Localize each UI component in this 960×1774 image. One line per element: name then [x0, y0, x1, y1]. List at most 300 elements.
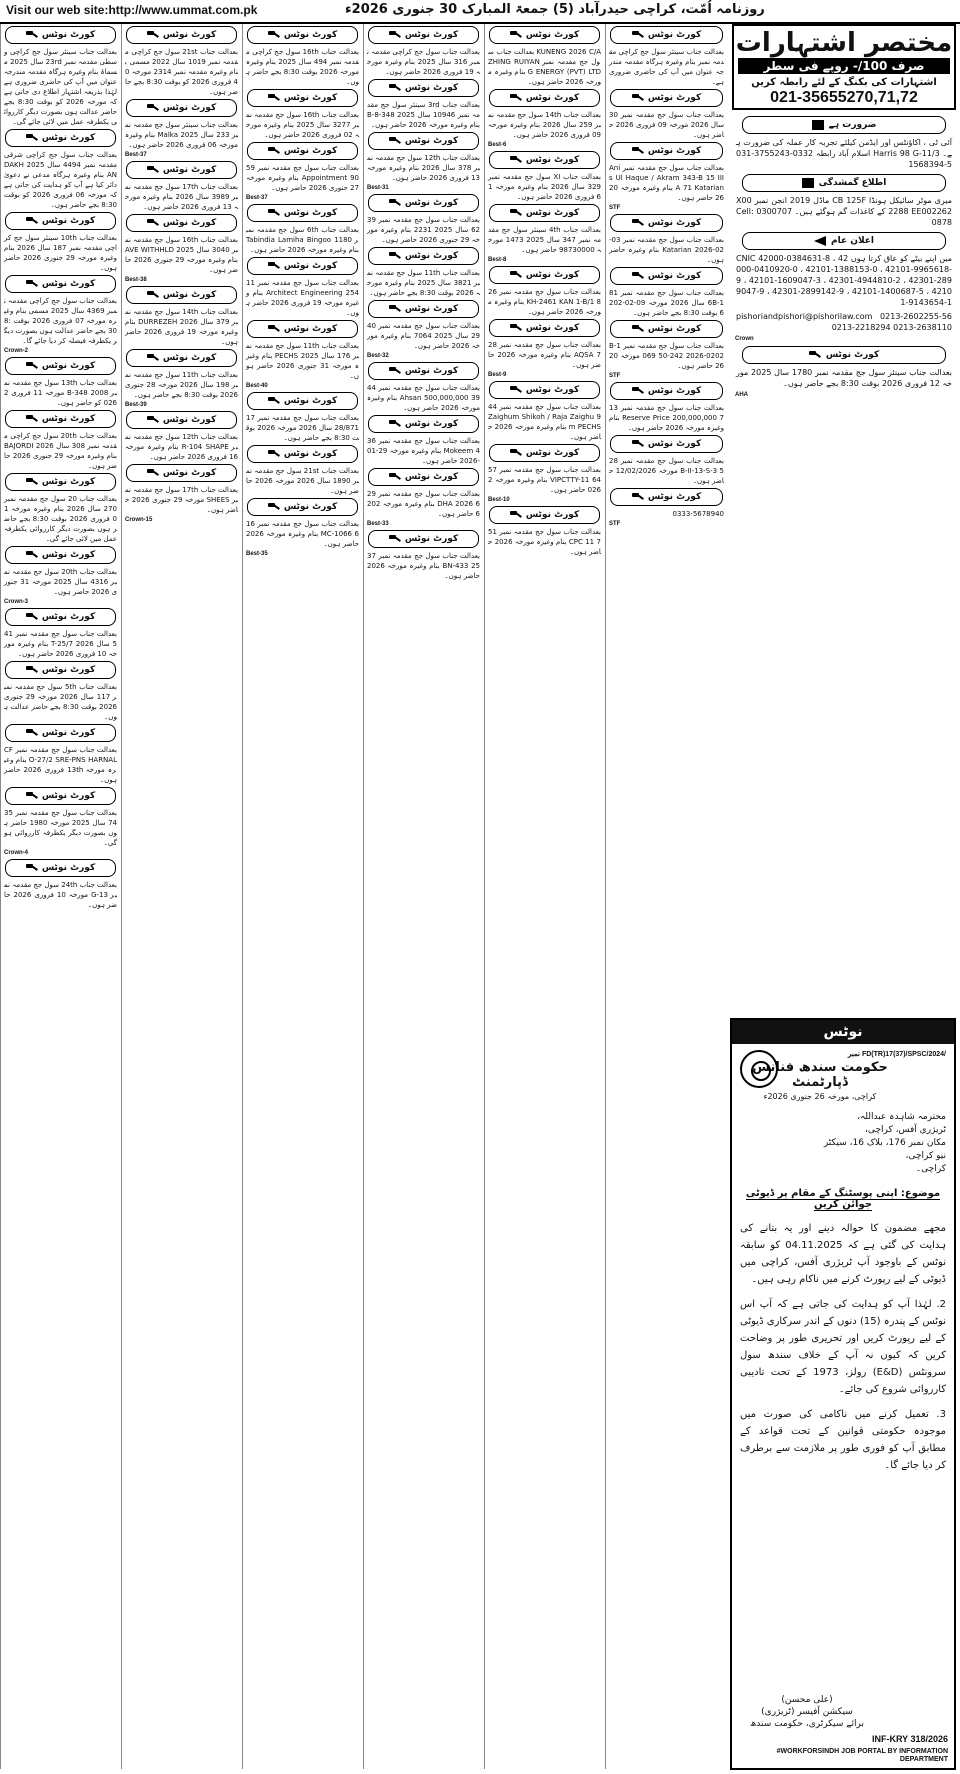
court-notice-label: کورٹ نوٹس: [647, 146, 702, 156]
gavel-icon: [147, 354, 159, 362]
court-notice-heading: [610, 214, 723, 232]
court-notice-heading: [126, 464, 237, 482]
gavel-icon: [26, 280, 38, 288]
notice-paragraph: بعدالت جناب سول جج مقدمہ نمبر 4029 سال 2025 7064 بنام وغیرہ مورخہ 2026 حاضر ہوں۔: [367, 322, 480, 350]
notice-paragraph: بعدالت جناب سول جج مقدمہ نمبر 4439 Ahsan 500,000,000 بنام وغیرہ مورخہ 2026 حاضر ہوں۔: [367, 384, 480, 412]
court-notice-text: [367, 321, 480, 351]
gavel-icon: [26, 362, 38, 370]
court-notice-heading: [368, 362, 479, 380]
court-notice-heading: [126, 161, 237, 179]
court-notice-heading: [126, 411, 237, 429]
notice-paragraph: بعدالت جناب سول جج مقدمہ نمبر 517 CPC 11 بنام وغیرہ مورخہ 2026 حاضر ہوں۔: [488, 528, 601, 556]
court-notice-heading: [5, 859, 116, 877]
court-notice-label: کورٹ نوٹس: [404, 472, 459, 482]
court-notice-text: [4, 296, 117, 346]
gavel-icon: [632, 325, 644, 333]
dateline: روزنامہ اُمّت، کراچی حیدرآباد (5) جمعۃ المبارک 30 جنوری 2026ء: [345, 2, 765, 17]
court-notice-text: [125, 307, 238, 347]
notice-paragraph: بعدالت جناب سول جج مقدمہ نمبر 03-02-2026 Katarian بنام وغیرہ حاضر ہوں۔: [609, 236, 724, 264]
court-notice-heading: [489, 444, 600, 462]
gavel-icon: [26, 217, 38, 225]
court-notice-text: [4, 378, 117, 408]
gavel-icon: [389, 199, 401, 207]
job-portal-logo: #WORKFORSINDH JOB PORTAL BY INFORMATION DEPARTMENT: [776, 1748, 948, 1763]
court-notice-heading: [610, 488, 723, 506]
court-notice-label: کورٹ نوٹس: [404, 419, 459, 429]
court-notice-heading: [489, 266, 600, 284]
notice-paragraph: بعدالت جناب 5th سول جج مقدمہ نمبر 117 سال 2026 مورخہ 29 جنوری 2026 بوقت 8:30 بجے حاضر عدالت ہوں۔: [4, 683, 118, 721]
notice-body-paragraph: 2. لہٰذا آپ کو ہدایت کی جاتی ہے کہ آپ اس نوٹس کے پندرہ (15) دنوں کے اندر سرکاری ڈیوٹی کے لیے رپورٹ کریں اور تحریری طور پر وضاحت کریں کہ کیوں نہ آپ کے خلاف سندھ سول سرونٹس (E&D) رولز، 1973 کے تحت تادیبی کارروائی شروع کی جائے۔: [740, 1299, 946, 1395]
court-notice-label: کورٹ نوٹس: [525, 385, 580, 395]
court-notice-text: [609, 341, 724, 371]
ad-ref-code: Crown-4: [4, 850, 28, 856]
section-paragraph: میری موٹر سائیکل ہونڈا CB 125F ماڈل 2019 انجن نمبر X002288 EE002262 کے کاغذات گم ہوگئے ہیں۔ Cell: 03007070878: [736, 196, 952, 227]
horn-icon: [814, 236, 826, 246]
gavel-icon: [510, 449, 522, 457]
classified-column: [732, 112, 956, 1012]
court-notice-heading: [610, 435, 723, 453]
court-notice-text: [4, 567, 117, 597]
court-notice-heading: [5, 129, 116, 147]
gavel-icon: [26, 31, 38, 39]
court-notice-heading: [368, 247, 479, 265]
court-notice-heading: [5, 608, 116, 626]
court-notice-heading: [247, 89, 358, 107]
gavel-icon: [26, 478, 38, 486]
notice-paragraph: بعدالت جناب سول جج مقدمہ نمبر 816B-1 سال 2026 مورخہ 09-02-2026 بوقت 8:30 بجے حاضر ہوں۔: [609, 289, 724, 317]
addressee-line: کراچی۔: [915, 1164, 946, 1174]
notice-paragraph: بعدالت جناب 20th سول جج کراچی مقدمہ نمبر 308 سال 2026 BAJORDI بنام وغیرہ مورخہ 29 جنوری 2026 حاضر ہوں۔: [4, 432, 118, 470]
section-text: [736, 367, 952, 389]
box-icon: [802, 178, 814, 188]
court-notice-label: کورٹ نوٹس: [283, 93, 338, 103]
ads-rate: صرف 100/- روپے فی سطر: [738, 58, 950, 74]
gavel-icon: [26, 134, 38, 142]
court-notice-heading: [5, 26, 116, 44]
gavel-icon: [268, 325, 280, 333]
court-notice-heading: [368, 415, 479, 433]
ad-ref-code: Crown-3: [4, 599, 28, 605]
gavel-icon: [389, 305, 401, 313]
court-notice-heading: [489, 89, 600, 107]
ad-ref-code: Crown-2: [4, 348, 28, 354]
court-notice-text: [4, 880, 117, 910]
gavel-icon: [26, 864, 38, 872]
notice-paragraph: KUNENG 2026 C/A بعدالت جناب سول جج مقدمہ نمبر ZHING RUIYANG ENERGY (PVT) LTD بنام وغیرہ مورخہ 2026 حاضر ہوں۔: [488, 48, 601, 86]
court-notice-label: کورٹ نوٹس: [647, 30, 702, 40]
notice-paragraph: بعدالت جناب سول جج مقدمہ نمبر 5990 Appointment بنام وغیرہ مورخہ 27 جنوری 2026 حاضر ہوں۔: [246, 164, 359, 192]
notice-paragraph: 0333-5678940: [672, 510, 724, 518]
notice-paragraph: بعدالت جناب 16th سول جج مقدمہ نمبر 3277 سال 2025 بنام وغیرہ مورخہ 02 فروری 2026 حاضر ہوں۔: [246, 111, 359, 139]
court-notice-label: کورٹ نوٹس: [647, 439, 702, 449]
notice-paragraph: بعدالت جناب سول جج مقدمہ نمبر 3574 سال 2025 مورخہ 1980 حاضر ہوں بصورت دیگر یکطرفہ کارروائی ہوگی۔: [4, 809, 117, 847]
notice-paragraph: بعدالت جناب 20 سول جج مقدمہ نمبر 270 سال 2026 بنام وغیرہ مورخہ 10 فروری 2026 بوقت 8:30 بجے حاضر ہوں بصورت دیگر کارروائی یکطرفہ عمل میں لائی جائے گی۔: [4, 495, 117, 543]
court-notice-label: کورٹ نوٹس: [647, 218, 702, 228]
gavel-icon: [147, 219, 159, 227]
court-notice-label: کورٹ نوٹس: [404, 30, 459, 40]
court-notice-heading: [247, 320, 358, 338]
court-notice-heading: [5, 357, 116, 375]
ad-ref-code: STF: [609, 521, 621, 527]
gavel-icon: [632, 94, 644, 102]
notice-paragraph: بعدالت جناب 14th سول جج مقدمہ نمبر 259 سال 2026 بنام وغیرہ مورخہ 09 فروری 2026 حاضر ہوں۔: [488, 111, 601, 139]
court-notice-heading: [5, 724, 116, 742]
gavel-icon: [268, 147, 280, 155]
court-notice-heading: [368, 132, 479, 150]
notice-paragraph: بعدالت جناب XI سول جج مقدمہ نمبر 329 سال 2026 بنام وغیرہ مورخہ 16 فروری 2026 حاضر ہوں۔: [488, 173, 601, 201]
notice-column-1: [0, 24, 120, 1769]
ad-ref-code: Best-10: [488, 497, 510, 503]
court-notice-label: کورٹ نوٹس: [404, 136, 459, 146]
court-notice-heading: [489, 26, 600, 44]
court-notice-heading: [5, 787, 116, 805]
court-notice-heading: [610, 89, 723, 107]
court-notice-label: کورٹ نوٹس: [162, 30, 217, 40]
court-notice-text: [246, 225, 359, 255]
website-url: Visit our web site:http://www.ummat.com.pk: [6, 3, 258, 17]
notice-paragraph: بعدالت جناب سول جج مقدمہ نمبر 5764 VIPCTTY-11 بنام وغیرہ مورخہ 2026 حاضر ہوں۔: [488, 466, 601, 494]
gavel-icon: [147, 416, 159, 424]
notice-column-4: [363, 24, 483, 1769]
court-notice-text: [488, 47, 601, 87]
court-notice-label: کورٹ نوٹس: [283, 30, 338, 40]
court-notice-label: کورٹ نوٹس: [404, 304, 459, 314]
court-notice-label: کورٹ نوٹس: [162, 103, 217, 113]
court-notice-heading: [5, 212, 116, 230]
notice-date: کراچی، مورخہ 26 جنوری 2026ء: [763, 1092, 877, 1101]
court-notice-text: [246, 278, 359, 318]
court-notice-text: [4, 47, 117, 127]
gavel-icon: [510, 31, 522, 39]
gavel-icon: [510, 209, 522, 217]
court-notice-text: [488, 402, 601, 442]
court-notice-label: کورٹ نوٹس: [162, 415, 217, 425]
court-notice-text: [246, 341, 359, 381]
court-notice-text: [488, 172, 601, 202]
signature-name: (علی محسن): [781, 1695, 833, 1705]
notice-paragraph: بعدالت جناب سول جج مقدمہ نمبر 11254 Architect Engineering بنام وغیرہ مورخہ 19 فروری 2026 حاضر ہوں۔: [246, 279, 359, 317]
notice-paragraph: بعدالت جناب 13th سول جج مقدمہ نمبر 2008 B-348 مورخہ 11 فروری 2026 کو حاضر ہوں۔: [4, 379, 117, 407]
ad-ref-code: Best-33: [367, 521, 389, 527]
page-header: [0, 0, 960, 24]
court-notice-text: [4, 808, 117, 848]
notice-paragraph: بعدالت جناب 12th سول جج مقدمہ نمبر R-104 SHAPE بنام وغیرہ مورخہ 16 فروری 2026 حاضر ہوں۔: [125, 433, 239, 461]
notice-body-paragraph: مجھے مضمون کا حوالہ دینے اور یہ بتانے کی ہدایت کی گئی ہے کہ 04.11.2025 کو سابقہ نوٹس کے باوجود آپ ٹریژری آفس، کراچی میں ڈیوٹی کے لیے رپورٹ کرنے میں ناکام رہی ہیں۔: [740, 1223, 946, 1285]
notice-paragraph: بعدالت جناب سول جج مقدمہ نمبر 287 AQSA بنام وغیرہ مورخہ 2026 حاضر ہوں۔: [488, 341, 601, 369]
notice-paragraph: بعدالت جناب 11th سول جج مقدمہ نمبر 176 سال 2025 PECHS بنام وغیرہ مورخہ 31 جنوری 2026 حاضر ہوں۔: [246, 342, 359, 380]
ad-ref-code: Best-31: [367, 185, 389, 191]
section-heading: [742, 174, 946, 192]
section-heading-label: ضرورت ہے: [828, 120, 877, 130]
court-notice-text: [125, 432, 238, 462]
court-notice-heading: [247, 498, 358, 516]
ad-ref-code: Crown: [735, 336, 754, 342]
notice-paragraph: بعدالت جناب 24th سول جج مقدمہ نمبر G-13 مورخہ 10 فروری 2026 حاضر ہوں۔: [4, 881, 117, 909]
court-notice-label: کورٹ نوٹس: [647, 271, 702, 281]
court-notice-heading: [610, 382, 723, 400]
ad-ref-code: Best-37: [125, 152, 147, 158]
ad-ref-code: AHA: [735, 392, 748, 398]
notice-subject: [740, 1188, 946, 1210]
court-notice-label: کورٹ نوٹس: [647, 93, 702, 103]
notice-paragraph: بعدالت جناب سول جج مقدمہ نمبر 268 KH-2461 KAN 1-B/1 بنام وغیرہ مورخہ 2026 حاضر ہوں۔: [488, 288, 601, 316]
ad-ref-code: Best-6: [488, 142, 507, 148]
court-notice-text: [4, 233, 117, 273]
court-notice-text: [4, 745, 117, 785]
court-notice-heading: [489, 381, 600, 399]
gavel-icon: [147, 291, 159, 299]
section-heading-label: اعلان عام: [831, 236, 875, 246]
section-text: [736, 253, 952, 333]
court-notice-text: [125, 370, 238, 400]
addressee-line: نیو کراچی،: [905, 1151, 946, 1161]
section-text: [736, 195, 952, 228]
section-paragraph: آئی ٹی ، اکاؤنٹس اور ایڈمن کیلئے تجربہ کار عملہ کی ضرورت ہے۔ Harris 98 G-11/3 اسلام آباد رابطہ 0332-3755243-0315-1568394: [736, 138, 953, 169]
gavel-icon: [268, 503, 280, 511]
notice-body-paragraph: 3. تعمیل کرنے میں ناکامی کی صورت میں موجودہ حکومتی قوانین کے تحت قواعد کے مطابق آپ کو فوری طور پر ملازمت سے برطرف کر دیا جائے گا۔: [740, 1409, 946, 1471]
court-notice-label: کورٹ نوٹس: [41, 477, 96, 487]
court-notice-text: [367, 383, 480, 413]
court-notice-label: کورٹ نوٹس: [41, 361, 96, 371]
notice-paragraph: بعدالت جناب 10th سینئر سول جج کراچی مقدمہ نمبر 187 سال 2026 بنام وغیرہ مورخہ 29 جنوری 2026 حاضر ہوں۔: [4, 234, 117, 272]
court-notice-label: کورٹ نوٹس: [41, 728, 96, 738]
notice-paragraph: بعدالت جناب سینئر سول جج کراچی مقدمہ نمبر بنام وغیرہ ہرگاہ مقدمہ مندرجہ عنوان میں آپ کی حاضری ضروری ہے۔: [609, 48, 724, 86]
gavel-icon: [510, 511, 522, 519]
court-notice-heading: [247, 142, 358, 160]
gavel-icon: [26, 666, 38, 674]
notice-column-2: [121, 24, 241, 1769]
gavel-icon: [147, 469, 159, 477]
court-notice-heading: [247, 204, 358, 222]
notice-subject-text: موضوع: اپنی پوسٹنگ کے مقام پر ڈیوٹی جوائن کریں: [745, 1188, 941, 1210]
gavel-icon: [389, 535, 401, 543]
gavel-icon: [26, 415, 38, 423]
gavel-icon: [147, 31, 159, 39]
notice-paragraph: بعدالت جناب سول جج مقدمہ نمبر 415 سال 2026 T-25/7 بنام وغیرہ مورخہ 10 فروری 2026 حاضر ہوں۔: [4, 630, 117, 658]
court-notice-label: کورٹ نوٹس: [525, 208, 580, 218]
court-notice-text: [609, 163, 724, 203]
court-notice-heading: [368, 468, 479, 486]
gavel-icon: [632, 272, 644, 280]
court-notice-label: کورٹ نوٹس: [283, 324, 338, 334]
court-notice-text: [4, 629, 117, 659]
court-notice-heading: [247, 257, 358, 275]
court-notice-text: [367, 436, 480, 466]
court-notice-heading: [126, 349, 237, 367]
inf-number: INF-KRY 318/2026: [871, 1734, 948, 1744]
court-notice-label: کورٹ نوٹس: [41, 863, 96, 873]
section-text: [736, 137, 952, 170]
gavel-icon: [389, 420, 401, 428]
court-notice-label: کورٹ نوٹس: [283, 396, 338, 406]
court-notice-text: [4, 682, 117, 722]
court-notice-heading: [610, 142, 723, 160]
court-notice-text: [609, 403, 724, 433]
notice-paragraph: بعدالت جناب سول جج مقدمہ نمبر 364 Mokeem بنام وغیرہ مورخہ 29-01-2026 حاضر ہوں۔: [367, 437, 480, 465]
notice-paragraph: بعدالت جناب سول جج مقدمہ نمبر 137 Reserve Price 200,000,000 بنام وغیرہ مورخہ 2026 حاضر ہوں۔: [609, 404, 724, 432]
court-notice-heading: [247, 445, 358, 463]
court-notice-heading: [610, 26, 723, 44]
gavel-icon: [510, 94, 522, 102]
court-notice-label: کورٹ نوٹس: [283, 449, 338, 459]
gavel-icon: [632, 31, 644, 39]
notice-paragraph: بعدالت جناب سول جج کراچی مقدمہ نمبر 4369 سال 2025 مسمی بنام وغیرہ مورخہ 07 فروری 2026 بوقت 8:30 بجے حاضر عدالت ہوں بصورت دیگر یکطرفہ فیصلہ کر دیا جائے گا۔: [4, 297, 117, 345]
court-notice-label: کورٹ نوٹس: [525, 448, 580, 458]
gavel-icon: [26, 613, 38, 621]
notice-column-6: [605, 24, 727, 1769]
notice-paragraph: بعدالت جناب سینئر سول جج مقدمہ نمبر 233 سال 2025 Malka بنام وغیرہ مورخہ 06 فروری 2026 حاضر ہوں۔: [125, 121, 238, 149]
gavel-icon: [26, 729, 38, 737]
court-notice-label: کورٹ نوٹس: [162, 353, 217, 363]
gavel-icon: [268, 450, 280, 458]
notice-paragraph: بعدالت جناب 11th سول جج مقدمہ نمبر 198 سال 2026 مورخہ 28 جنوری 2026 بوقت 8:30 بجے حاضر ہوں۔: [125, 371, 239, 399]
court-notice-label: کورٹ نوٹس: [162, 218, 217, 228]
court-notice-text: [367, 268, 480, 298]
court-notice-text: [367, 47, 480, 77]
court-notice-heading: [247, 392, 358, 410]
court-notice-label: کورٹ نوٹس: [525, 510, 580, 520]
court-notice-label: کورٹ نوٹس: [525, 93, 580, 103]
court-notice-text: [609, 509, 724, 519]
gavel-icon: [389, 252, 401, 260]
notice-paragraph: بعدالت جناب سول جج مقدمہ نمبر 3725 BN-433 بنام وغیرہ مورخہ 2026 حاضر ہوں۔: [367, 552, 480, 580]
court-notice-label: کورٹ نوٹس: [41, 550, 96, 560]
court-notice-heading: [126, 26, 237, 44]
court-notice-label: کورٹ نوٹس: [41, 216, 96, 226]
gavel-icon: [389, 473, 401, 481]
ad-ref-code: Best-9: [488, 372, 507, 378]
gavel-icon: [268, 31, 280, 39]
notice-paragraph: بعدالت جناب سول جج مقدمہ نمبر CFO-27/2 SRE-PNS HARNAL بنام وغیرہ مورخہ 13th فروری 2026 حاضر ہوں۔: [4, 746, 117, 784]
court-notice-text: [125, 47, 238, 97]
notice-paragraph: بعدالت جناب سول جج کراچی شرقی مقدمہ نمبر 4494 سال 2025 DAKHAN بنام وغیرہ ہرگاہ مدعی نے دعویٰ دائر کیا ہے آپ کو ہدایت کی جاتی ہے کہ مورخہ 06 فروری 2026 کو بوقت 8:30 بجے حاضر ہوں۔: [4, 151, 118, 209]
court-notice-text: [4, 431, 117, 471]
gavel-icon: [389, 84, 401, 92]
notice-signature: [742, 1694, 872, 1730]
notice-paragraph: بعدالت جناب 21st سول جج مقدمہ نمبر 1890 سال 2026 مورخہ 2026 حاضر ہوں۔: [246, 467, 360, 495]
court-notice-text: [246, 466, 359, 496]
section-paragraph: میں اپنے بیٹے کو عاق کرتا ہوں CNIC 42000-0384631-8 ، 42000-0410920-0 ، 42101-1388153-0 ، 42101-9965618-9 ، 42101-1609047-3 ، 42301-4944810-2 ، 42301-2899047-9 ، 42301-2899142-9 ، 42101-1400687-5 ، 42101-9143654-1: [736, 254, 952, 307]
court-notice-label: کورٹ نوٹس: [162, 290, 217, 300]
notice-paragraph: بعدالت جناب 17th سول جج مقدمہ نمبر SHEES مورخہ 29 جنوری 2026 حاضر ہوں۔: [125, 486, 239, 514]
notice-paragraph: بعدالت جناب 16th سول جج مقدمہ نمبر 3040 سال 2025 AVE WITHHLD بنام وغیرہ مورخہ 29 جنوری 2026 حاضر ہوں۔: [125, 236, 239, 274]
court-notice-text: [246, 519, 359, 549]
gavel-icon: [268, 262, 280, 270]
court-notice-label: کورٹ نوٹس: [525, 270, 580, 280]
court-notice-heading: [247, 26, 358, 44]
section-paragraph: بعدالت جناب سینئر سول جج مقدمہ نمبر 1780 سال 2025 مورخہ 12 فروری 2026 بوقت 8:30 بجے حاضر ہوں۔: [736, 368, 953, 388]
court-notice-text: [4, 494, 117, 544]
court-notice-label: کورٹ نوٹس: [41, 612, 96, 622]
notice-paragraph: بعدالت جناب 17th سول جج مقدمہ نمبر 3989 سال 2026 بنام وغیرہ مورخہ 13 فروری 2026 حاضر ہوں۔: [125, 183, 238, 211]
court-notice-text: [367, 153, 480, 183]
gavel-icon: [809, 351, 821, 359]
court-notice-label: کورٹ نوٹس: [162, 468, 217, 478]
notice-column-5: [484, 24, 604, 1769]
court-notice-label: کورٹ نوٹس: [647, 492, 702, 502]
court-notice-heading: [5, 546, 116, 564]
gavel-icon: [268, 209, 280, 217]
court-notice-text: [488, 340, 601, 370]
court-notice-heading: [489, 319, 600, 337]
court-notice-text: [488, 110, 601, 140]
classified-ads-banner: [732, 24, 956, 110]
section-heading-label: اطلاع گمشدگی: [818, 178, 887, 188]
court-notice-label: کورٹ نوٹس: [41, 30, 96, 40]
notice-paragraph: بعدالت جناب سول جج مقدمہ نمبر 30 سال 2026 مورخہ 09 فروری 2026 حاضر ہوں۔: [609, 111, 725, 139]
gavel-icon: [389, 31, 401, 39]
gavel-icon: [510, 271, 522, 279]
gavel-icon: [389, 137, 401, 145]
notice-paragraph: بعدالت جناب 4th سینئر سول جج مقدمہ نمبر 347 سال 2025 1473 مورخہ 98730000 حاضر ہوں۔: [488, 226, 601, 254]
section-paragraph: pishoriandpishori@pishorilaw.com 0213-2602255-56 0213-2218294 0213-2638110: [736, 312, 952, 332]
notice-paragraph: بعدالت جناب 21st سول جج کراچی مقدمہ نمبر 1019 سال 2022 مسمی بنام وغیرہ مقدمہ نمبر 2314 مورخہ 04 فروری 2026 کو بوقت 8:30 بجے حاضر ہوں۔: [125, 48, 238, 96]
gavel-icon: [632, 219, 644, 227]
section-heading: [742, 116, 946, 134]
gavel-icon: [510, 156, 522, 164]
government-notice: [730, 1018, 956, 1770]
notice-paragraph: بعدالت جناب سینئر سول جج کراچی وسطی مقدمہ نمبر 23rd سال 2025 مسماۃ بنام وغیرہ ہرگاہ مقدمہ مندرجہ عنوان میں آپ کی حاضری ضروری ہے لہٰذا بذریعہ اشتہار اطلاع دی جاتی ہے کہ مورخہ 2026 کو بوقت 8:30 بجے حاضر عدالت ہوں بصورت دیگر کارروائی یکطرفہ عمل میں لائی جائے گی۔: [4, 48, 118, 126]
ad-ref-code: STF: [609, 373, 621, 379]
court-notice-text: [609, 456, 724, 486]
notice-paragraph: بعدالت جناب 6th سول جج مقدمہ نمبر 1180 Tabindia Lamiha Bingoo بنام وغیرہ مورخہ 2026 حاضر ہوں۔: [246, 226, 360, 254]
court-notice-label: کورٹ نوٹس: [404, 366, 459, 376]
court-notice-text: [367, 215, 480, 245]
gavel-icon: [510, 324, 522, 332]
court-notice-text: [609, 47, 724, 87]
ads-phone: 021-35655270,71,72: [770, 89, 918, 106]
court-notice-heading: [5, 275, 116, 293]
notice-paragraph: بعدالت جناب سول جج مقدمہ نمبر 3962 سال 2025 2231 بنام وغیرہ مورخہ 29 جنوری 2026 حاضر ہوں۔: [367, 216, 480, 244]
court-notice-heading: [368, 530, 479, 548]
court-notice-heading: [489, 151, 600, 169]
addressee-line: ٹریژری آفس، کراچی،: [865, 1125, 946, 1135]
ads-title: مختصر اشتہارات: [735, 28, 953, 58]
court-notice-text: [488, 225, 601, 255]
court-notice-heading: [368, 194, 479, 212]
notice-addressee: [740, 1111, 946, 1176]
ad-ref-code: STF: [609, 205, 621, 211]
notice-department: حکومت سندھ فنانس ڈپارٹمنٹ: [752, 1060, 888, 1090]
gavel-icon: [26, 551, 38, 559]
court-notice-text: [609, 110, 724, 140]
section-heading-label: کورٹ نوٹس: [825, 350, 880, 360]
signature-title: سیکشن آفیسر (ٹریژری): [761, 1707, 853, 1717]
notice-paragraph: بعدالت جناب سول جج مقدمہ نمبر B-1069 50-242 2026-0202 مورخہ 2026 حاضر ہوں۔: [609, 342, 724, 370]
court-notice-label: کورٹ نوٹس: [525, 30, 580, 40]
court-notice-text: [246, 47, 359, 87]
ads-booking: اشتہارات کی بکنگ کے لئے رابطہ کریں: [751, 77, 937, 88]
court-notice-text: [367, 489, 480, 519]
notice-paragraph: بعدالت جناب 16th سول جج کراچی مقدمہ نمبر 494 سال 2025 بنام وغیرہ مورخہ 2026 بوقت 8:30 بجے حاضر ہوں۔: [246, 48, 359, 86]
court-notice-heading: [368, 300, 479, 318]
notice-paragraph: بعدالت جناب 14th سول جج مقدمہ نمبر 379 سال 2026 DURREZEH بنام وغیرہ مورخہ 19 فروری 2026 حاضر ہوں۔: [125, 308, 238, 346]
notice-paragraph: بعدالت جناب 20th سول جج مقدمہ نمبر 4316 سال 2025 مورخہ 31 جنوری 2026 حاضر ہوں۔: [4, 568, 117, 596]
court-notice-heading: [126, 214, 237, 232]
notice-paragraph: بعدالت جناب سول جج مقدمہ نمبر 1728/871 سال 2026 مورخہ 2026 بوقت 8:30 بجے حاضر ہوں۔: [246, 414, 359, 442]
gavel-icon: [632, 493, 644, 501]
court-notice-text: [125, 120, 238, 150]
notice-column-3: [242, 24, 362, 1769]
court-notice-label: کورٹ نوٹس: [283, 208, 338, 218]
sindh-seal-icon: [740, 1050, 778, 1088]
ad-ref-code: Best-38: [125, 277, 147, 283]
ad-ref-code: Best-8: [488, 257, 507, 263]
ad-ref-code: Best-39: [125, 402, 147, 408]
notice-heading: نوٹس: [732, 1020, 954, 1044]
gavel-icon: [632, 147, 644, 155]
court-notice-text: [367, 100, 480, 130]
